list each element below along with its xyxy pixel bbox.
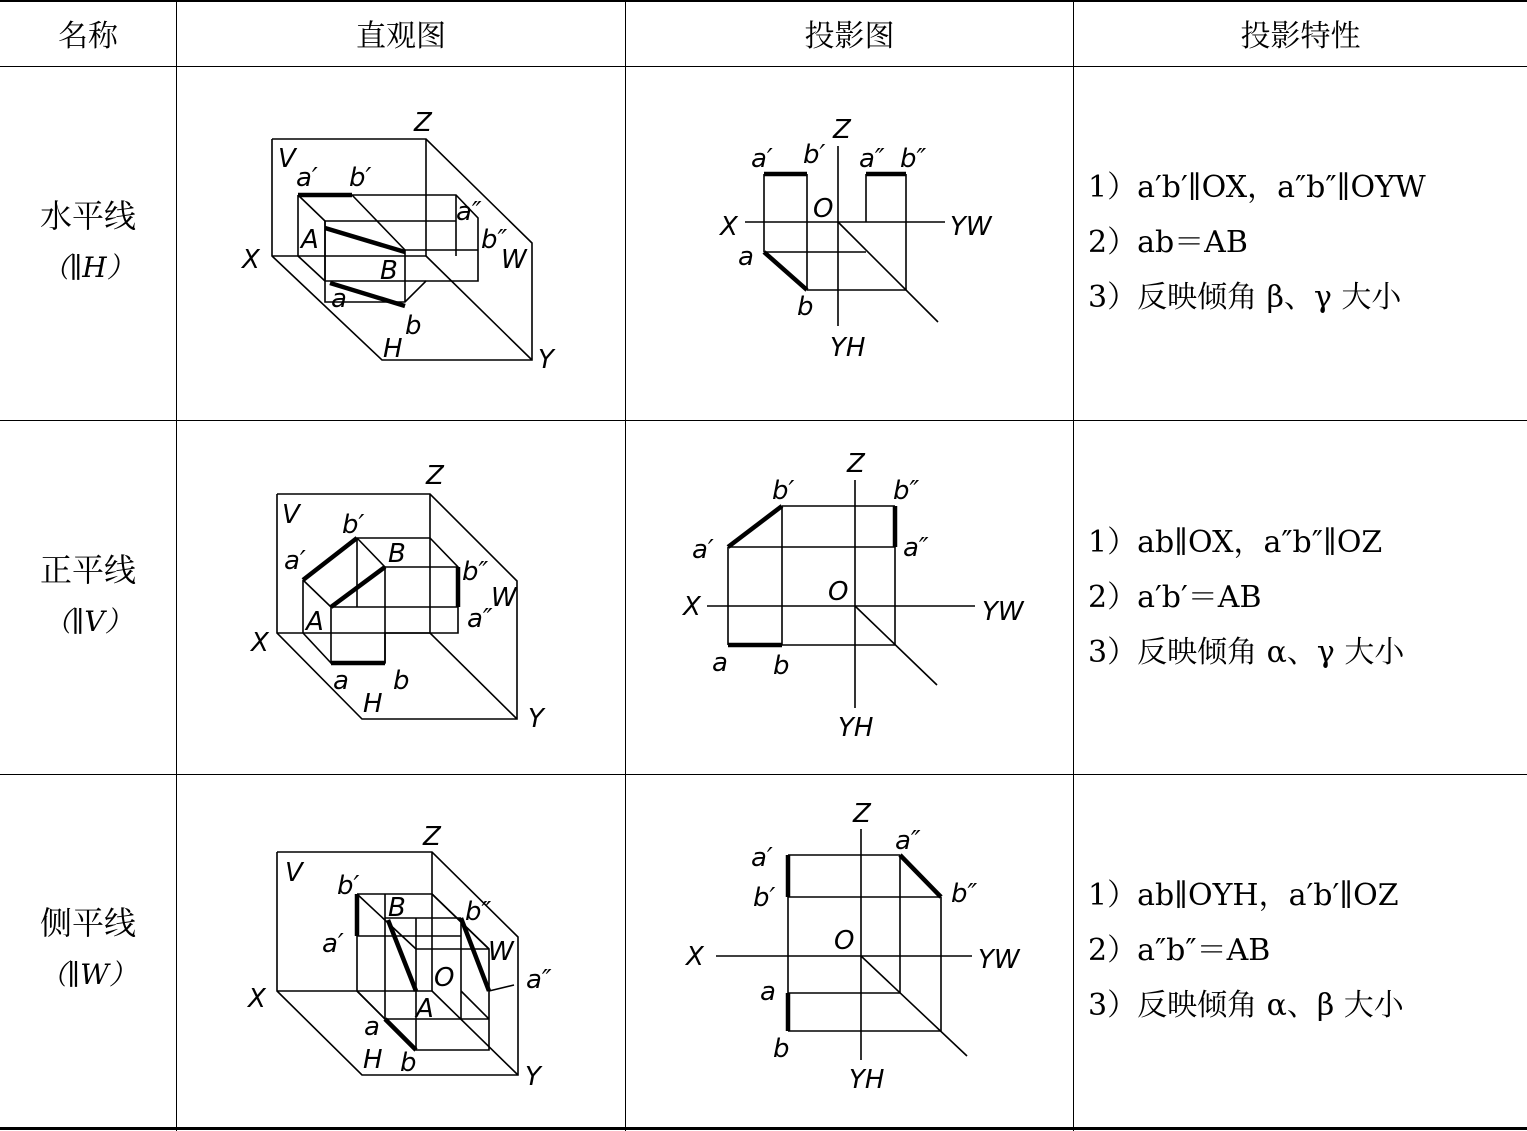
label-V: V bbox=[282, 500, 300, 530]
label-a: a bbox=[364, 1012, 380, 1042]
label-b-prime: b′ bbox=[349, 163, 372, 193]
label-X: X bbox=[248, 984, 266, 1014]
label-a: a bbox=[738, 242, 754, 272]
label-b-double-prime: b″ bbox=[462, 557, 489, 587]
label-V: V bbox=[285, 858, 303, 888]
label-b-prime: b′ bbox=[342, 510, 365, 540]
label-a-prime: a′ bbox=[322, 929, 344, 959]
label-YW: YW bbox=[982, 597, 1024, 627]
label-a-prime: a′ bbox=[296, 163, 318, 193]
label-A: A bbox=[301, 225, 319, 255]
label-b: b bbox=[773, 1034, 790, 1064]
label-a-double-prime: a″ bbox=[526, 965, 552, 995]
label-b: b bbox=[797, 292, 814, 322]
label-b-double-prime: b″ bbox=[900, 144, 927, 174]
property-item: 2）a′b′＝AB bbox=[1088, 580, 1262, 615]
line-parallel: （∥V） bbox=[43, 605, 133, 638]
label-b-double-prime: b″ bbox=[893, 476, 920, 506]
label-b-double-prime: b″ bbox=[951, 879, 978, 909]
label-W: W bbox=[488, 937, 514, 967]
label-H: H bbox=[363, 1045, 383, 1075]
label-W: W bbox=[501, 245, 527, 275]
label-V: V bbox=[278, 144, 296, 174]
label-X: X bbox=[686, 942, 704, 972]
line-type: 水平线 bbox=[39, 197, 136, 235]
projection-labels bbox=[684, 799, 1021, 1095]
label-b: b bbox=[400, 1048, 417, 1078]
label-A: A bbox=[306, 607, 324, 637]
label-b-prime: b′ bbox=[803, 140, 826, 170]
label-B: B bbox=[380, 256, 398, 286]
property-item: 1）ab∥OYH，a′b′∥OZ bbox=[1088, 878, 1399, 913]
label-a-double-prime: a″ bbox=[895, 826, 921, 856]
label-a-double-prime: a″ bbox=[456, 197, 482, 227]
label-YW: YW bbox=[978, 945, 1020, 975]
property-item: 1）a′b′∥OX，a″b″∥OYW bbox=[1088, 170, 1426, 205]
label-a-double-prime: a″ bbox=[903, 533, 929, 563]
property-item: 1）ab∥OX，a″b″∥OZ bbox=[1088, 525, 1383, 560]
label-b: b bbox=[405, 311, 422, 341]
label-Z: Z bbox=[414, 108, 432, 138]
label-Z: Z bbox=[853, 799, 871, 829]
label-A: A bbox=[416, 994, 434, 1024]
label-YW: YW bbox=[950, 212, 992, 242]
line-parallel: （∥W） bbox=[39, 958, 137, 991]
line-type: 侧平线 bbox=[39, 904, 136, 942]
label-O: O bbox=[834, 926, 855, 956]
label-a-prime: a′ bbox=[751, 144, 773, 174]
label-b-prime: b′ bbox=[753, 883, 776, 913]
label-Z: Z bbox=[423, 822, 441, 852]
header-name: 名称 bbox=[58, 19, 118, 54]
label-O: O bbox=[434, 963, 455, 993]
label-H: H bbox=[383, 334, 403, 364]
label-b-double-prime: b″ bbox=[481, 225, 508, 255]
label-W: W bbox=[491, 583, 517, 613]
label-a-prime: a′ bbox=[284, 546, 306, 576]
label-Y: Y bbox=[525, 1062, 541, 1092]
property-item: 3）反映倾角 α、γ 大小 bbox=[1088, 635, 1405, 670]
label-YH: YH bbox=[838, 713, 874, 743]
label-B: B bbox=[388, 539, 406, 569]
label-H: H bbox=[363, 689, 383, 719]
label-b-prime: b′ bbox=[772, 476, 795, 506]
label-X: X bbox=[242, 245, 260, 275]
label-YH: YH bbox=[830, 333, 866, 363]
header-pictorial: 直观图 bbox=[356, 19, 446, 54]
property-item: 2）a″b″＝AB bbox=[1088, 933, 1271, 968]
label-YH: YH bbox=[849, 1065, 885, 1095]
label-b: b bbox=[773, 651, 790, 681]
header-properties: 投影特性 bbox=[1240, 19, 1361, 54]
label-X: X bbox=[720, 212, 738, 242]
label-b-prime: b′ bbox=[337, 871, 360, 901]
label-B: B bbox=[388, 893, 406, 923]
line-segments bbox=[788, 855, 941, 1031]
label-Z: Z bbox=[833, 115, 851, 145]
label-X: X bbox=[251, 628, 269, 658]
label-a-double-prime: a″ bbox=[467, 604, 493, 634]
label-Y: Y bbox=[528, 704, 544, 734]
label-a: a bbox=[331, 284, 347, 314]
label-a-double-prime: a″ bbox=[859, 144, 885, 174]
label-a: a bbox=[712, 648, 728, 678]
label-Z: Z bbox=[847, 449, 865, 479]
label-a: a bbox=[333, 666, 349, 696]
property-item: 3）反映倾角 α、β 大小 bbox=[1088, 988, 1404, 1023]
property-item: 3）反映倾角 β、γ 大小 bbox=[1088, 280, 1402, 315]
label-O: O bbox=[813, 194, 834, 224]
header-projection: 投影图 bbox=[804, 19, 895, 54]
label-Z: Z bbox=[426, 461, 444, 491]
label-X: X bbox=[683, 592, 701, 622]
line-type: 正平线 bbox=[39, 551, 136, 589]
property-item: 2）ab＝AB bbox=[1088, 225, 1248, 260]
label-Y: Y bbox=[538, 345, 554, 375]
label-a: a bbox=[760, 977, 776, 1007]
line-parallel: （∥H） bbox=[41, 251, 135, 284]
label-O: O bbox=[828, 577, 849, 607]
label-a-prime: a′ bbox=[751, 843, 773, 873]
label-b-double-prime: b″ bbox=[465, 897, 492, 927]
label-a-prime: a′ bbox=[692, 535, 714, 565]
label-b: b bbox=[393, 666, 410, 696]
